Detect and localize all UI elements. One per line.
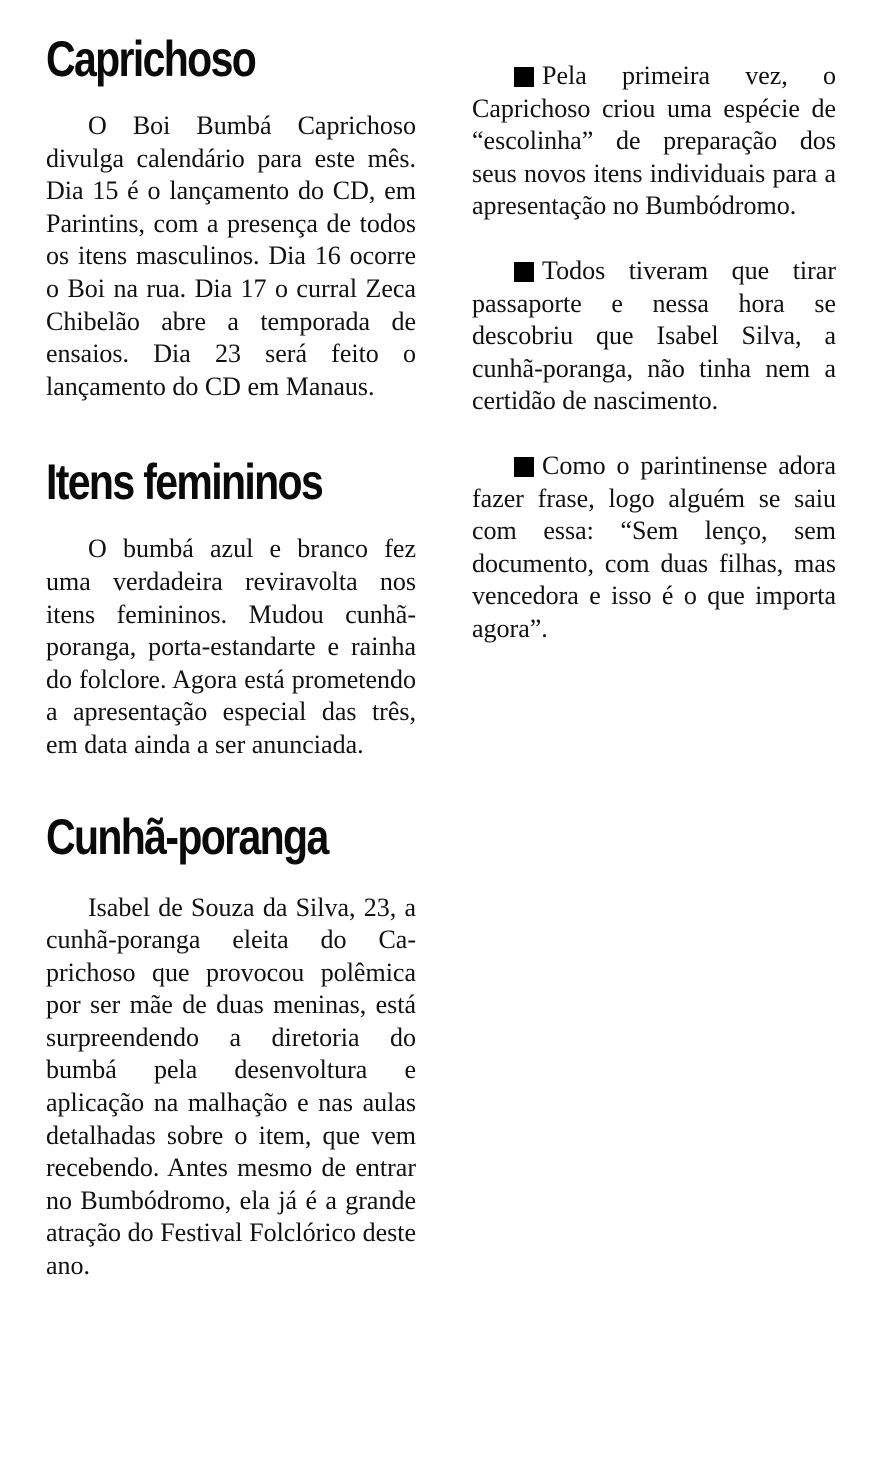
paragraph-caprichoso: O Boi Bumbá Caprichoso divulga calendário para este mês. Dia 15 é o lançamento do CD, em Parintins, com a presença de todos os itens masculinos. Dia 16 ocorre o Boi na rua. Dia 17 o curral Zeca Chibelão abre a temporada de ensaios. Dia 23 será feito o lançamento do CD em Manaus. <box>46 111 416 401</box>
headline-itens-femininos: Itens femininos <box>46 454 323 511</box>
note-text: Como o parintinense adora fazer frase, logo alguém se saiu com essa: “Sem lenço, sem documento, com duas filhas, mas vencedora e isso é o que importa agora”. <box>472 450 836 643</box>
note-item <box>472 60 836 223</box>
paragraph-cunha-poranga: Isabel de Souza da Silva, 23, a cunhã-poranga eleita do Caprichoso que provocou polêmica por ser mãe de duas meninas, está surpreendendo a diretoria do bumbá pela desenvoltura e aplicação na malhação e nas aulas detalhadas sobre o item, que vem recebendo. Antes mesmo de entrar no Bumbódromo, ela já é a grande atração do Festival Folclórico deste ano. <box>46 892 416 1281</box>
right-column-notes <box>472 60 836 646</box>
note-text: Pela primeira vez, o Caprichoso criou uma espécie de “escolinha” de preparação dos seus novos itens individuais para a apresentação no Bumbódromo. <box>472 61 836 221</box>
headline-caprichoso: Caprichoso <box>46 31 256 87</box>
note-text: Todos tiveram que tirar passaporte e nessa hora se descobriu que Isabel Silva, a cunhã-poranga, não tinha nem a certidão de nascimento. <box>472 255 836 416</box>
note-item <box>472 255 836 418</box>
note-item <box>472 450 836 646</box>
paragraph-itens-femininos: O bumbá azul e branco fez uma verdadeira reviravolta nos itens femininos. Mudou cunhã-poranga, porta-estandarte e rainha do folclore. Agora está prometendo a apresentação especial das três, em data ainda a ser anunciada. <box>46 534 416 759</box>
left-column <box>46 28 416 1283</box>
headline-cunha-poranga: Cunhã-poranga <box>46 808 328 865</box>
